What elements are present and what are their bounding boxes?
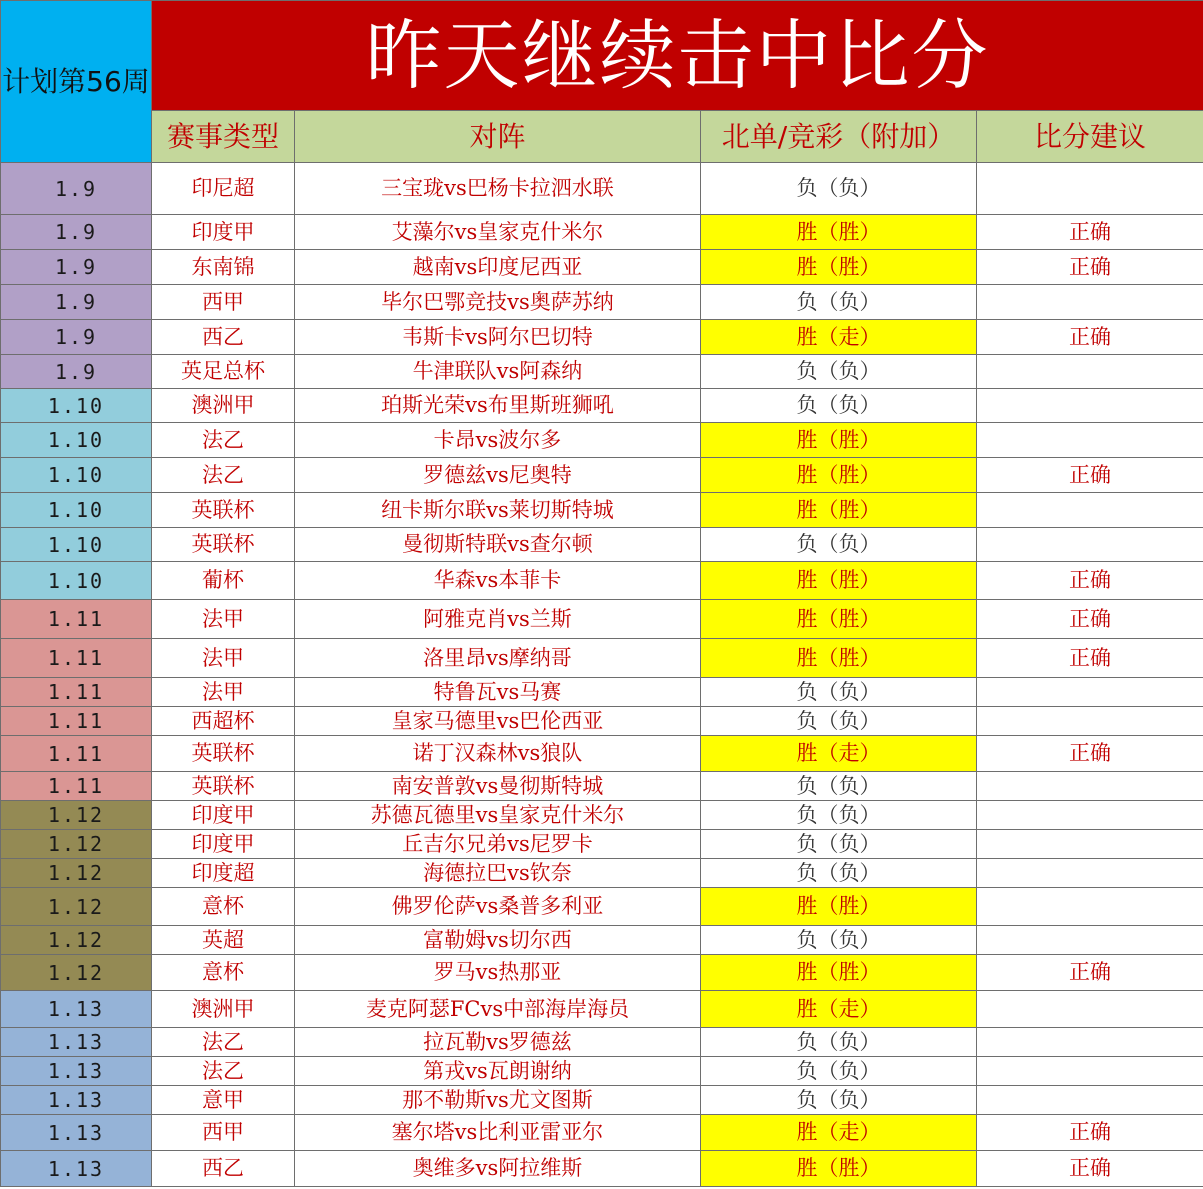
league-cell: 英超 [152, 926, 295, 955]
match-cell: 第戎vs瓦朗谢纳 [295, 1057, 701, 1086]
table-row [1, 600, 1203, 639]
date-cell: 1.11 [1, 772, 152, 801]
result-cell: 负（负） [701, 830, 977, 859]
advice-cell: 正确 [977, 639, 1203, 678]
table-row [1, 1057, 1203, 1086]
match-cell: 艾藻尔vs皇家克什米尔 [295, 215, 701, 250]
league-cell: 西甲 [152, 285, 295, 320]
result-cell: 负（负） [701, 355, 977, 389]
advice-cell [977, 772, 1203, 801]
advice-cell [977, 859, 1203, 888]
match-cell: 拉瓦勒vs罗德兹 [295, 1028, 701, 1057]
date-cell: 1.13 [1, 1057, 152, 1086]
match-cell: 华森vs本菲卡 [295, 562, 701, 600]
column-header-result: 北单/竞彩（附加） [701, 111, 977, 163]
advice-cell: 正确 [977, 562, 1203, 600]
match-cell: 富勒姆vs切尔西 [295, 926, 701, 955]
result-cell: 胜（胜） [701, 423, 977, 458]
league-cell: 印度甲 [152, 801, 295, 830]
result-cell: 胜（胜） [701, 888, 977, 926]
league-cell: 意甲 [152, 1086, 295, 1115]
date-cell: 1.9 [1, 355, 152, 389]
result-cell: 负（负） [701, 707, 977, 736]
advice-cell [977, 707, 1203, 736]
league-cell: 西乙 [152, 1151, 295, 1187]
match-cell: 罗德兹vs尼奥特 [295, 458, 701, 493]
date-cell: 1.12 [1, 830, 152, 859]
date-cell: 1.10 [1, 458, 152, 493]
table-row [1, 639, 1203, 678]
table-row [1, 215, 1203, 250]
match-cell: 韦斯卡vs阿尔巴切特 [295, 320, 701, 355]
result-cell: 胜（走） [701, 320, 977, 355]
match-cell: 越南vs印度尼西亚 [295, 250, 701, 285]
result-cell: 负（负） [701, 859, 977, 888]
date-cell: 1.11 [1, 736, 152, 772]
match-cell: 三宝珑vs巴杨卡拉泗水联 [295, 163, 701, 215]
match-cell: 奥维多vs阿拉维斯 [295, 1151, 701, 1187]
result-cell: 胜（走） [701, 1115, 977, 1151]
table-row [1, 423, 1203, 458]
table-row [1, 955, 1203, 991]
league-cell: 澳洲甲 [152, 991, 295, 1028]
result-cell: 胜（走） [701, 736, 977, 772]
date-cell: 1.10 [1, 423, 152, 458]
title-row [1, 1, 1203, 111]
match-cell: 南安普敦vs曼彻斯特城 [295, 772, 701, 801]
league-cell: 法乙 [152, 458, 295, 493]
advice-cell [977, 1057, 1203, 1086]
league-cell: 印尼超 [152, 163, 295, 215]
match-cell: 苏德瓦德里vs皇家克什米尔 [295, 801, 701, 830]
table-row [1, 1086, 1203, 1115]
result-cell: 负（负） [701, 1028, 977, 1057]
match-cell: 塞尔塔vs比利亚雷亚尔 [295, 1115, 701, 1151]
result-cell: 负（负） [701, 389, 977, 423]
league-cell: 西甲 [152, 1115, 295, 1151]
league-cell: 印度甲 [152, 830, 295, 859]
table-row [1, 458, 1203, 493]
match-cell: 纽卡斯尔联vs莱切斯特城 [295, 493, 701, 528]
date-cell: 1.13 [1, 1151, 152, 1187]
advice-cell [977, 355, 1203, 389]
match-cell: 牛津联队vs阿森纳 [295, 355, 701, 389]
league-cell: 法甲 [152, 600, 295, 639]
date-cell: 1.9 [1, 285, 152, 320]
match-cell: 卡昂vs波尔多 [295, 423, 701, 458]
table-row [1, 389, 1203, 423]
date-cell: 1.13 [1, 1115, 152, 1151]
table-row [1, 1115, 1203, 1151]
date-cell: 1.10 [1, 528, 152, 562]
table-row [1, 562, 1203, 600]
table-row [1, 493, 1203, 528]
table-row [1, 888, 1203, 926]
date-cell: 1.12 [1, 955, 152, 991]
result-cell: 负（负） [701, 528, 977, 562]
advice-cell [977, 888, 1203, 926]
league-cell: 法乙 [152, 1028, 295, 1057]
league-cell: 法甲 [152, 639, 295, 678]
date-cell: 1.12 [1, 888, 152, 926]
advice-cell [977, 493, 1203, 528]
result-cell: 负（负） [701, 1086, 977, 1115]
column-header-row [1, 111, 1203, 163]
table-row [1, 678, 1203, 707]
date-cell: 1.11 [1, 678, 152, 707]
date-cell: 1.11 [1, 707, 152, 736]
advice-cell: 正确 [977, 1151, 1203, 1187]
match-cell: 海德拉巴vs钦奈 [295, 859, 701, 888]
page-title: 昨天继续击中比分 [152, 1, 1203, 111]
advice-cell [977, 528, 1203, 562]
column-header-league: 赛事类型 [152, 111, 295, 163]
result-cell: 胜（胜） [701, 215, 977, 250]
result-cell: 负（负） [701, 678, 977, 707]
league-cell: 英联杯 [152, 528, 295, 562]
table-row [1, 991, 1203, 1028]
date-cell: 1.9 [1, 163, 152, 215]
date-cell: 1.9 [1, 215, 152, 250]
advice-cell: 正确 [977, 600, 1203, 639]
result-cell: 负（负） [701, 801, 977, 830]
table-row [1, 528, 1203, 562]
advice-cell: 正确 [977, 250, 1203, 285]
advice-cell: 正确 [977, 320, 1203, 355]
result-cell: 胜（胜） [701, 250, 977, 285]
league-cell: 意杯 [152, 955, 295, 991]
advice-cell [977, 991, 1203, 1028]
date-cell: 1.11 [1, 600, 152, 639]
result-cell: 胜（胜） [701, 562, 977, 600]
advice-cell [977, 801, 1203, 830]
league-cell: 印度甲 [152, 215, 295, 250]
league-cell: 英联杯 [152, 772, 295, 801]
table-row [1, 736, 1203, 772]
league-cell: 英足总杯 [152, 355, 295, 389]
plan-week-label: 计划第56周 [1, 1, 152, 163]
match-cell: 麦克阿瑟FCvs中部海岸海员 [295, 991, 701, 1028]
result-cell: 胜（走） [701, 991, 977, 1028]
table-row [1, 1028, 1203, 1057]
match-cell: 珀斯光荣vs布里斯班狮吼 [295, 389, 701, 423]
result-cell: 胜（胜） [701, 639, 977, 678]
result-cell: 负（负） [701, 163, 977, 215]
advice-cell: 正确 [977, 955, 1203, 991]
date-cell: 1.12 [1, 926, 152, 955]
match-cell: 诺丁汉森林vs狼队 [295, 736, 701, 772]
league-cell: 西超杯 [152, 707, 295, 736]
advice-cell [977, 830, 1203, 859]
result-cell: 负（负） [701, 926, 977, 955]
table-row [1, 926, 1203, 955]
advice-cell: 正确 [977, 1115, 1203, 1151]
table-row [1, 707, 1203, 736]
date-cell: 1.10 [1, 562, 152, 600]
match-cell: 特鲁瓦vs马赛 [295, 678, 701, 707]
match-cell: 阿雅克肖vs兰斯 [295, 600, 701, 639]
date-cell: 1.12 [1, 801, 152, 830]
table-row [1, 801, 1203, 830]
match-cell: 佛罗伦萨vs桑普多利亚 [295, 888, 701, 926]
table-row [1, 859, 1203, 888]
advice-cell: 正确 [977, 215, 1203, 250]
result-cell: 负（负） [701, 772, 977, 801]
match-cell: 丘吉尔兄弟vs尼罗卡 [295, 830, 701, 859]
advice-cell [977, 1086, 1203, 1115]
match-cell: 洛里昂vs摩纳哥 [295, 639, 701, 678]
advice-cell: 正确 [977, 736, 1203, 772]
result-cell: 胜（胜） [701, 600, 977, 639]
table-row [1, 830, 1203, 859]
column-header-match: 对阵 [295, 111, 701, 163]
advice-cell [977, 926, 1203, 955]
result-cell: 胜（胜） [701, 1151, 977, 1187]
table-row [1, 320, 1203, 355]
advice-cell: 正确 [977, 458, 1203, 493]
advice-cell [977, 389, 1203, 423]
match-cell: 皇家马德里vs巴伦西亚 [295, 707, 701, 736]
league-cell: 英联杯 [152, 736, 295, 772]
match-cell: 曼彻斯特联vs查尔顿 [295, 528, 701, 562]
league-cell: 西乙 [152, 320, 295, 355]
date-cell: 1.9 [1, 250, 152, 285]
table-body [1, 1, 1203, 1187]
match-cell: 毕尔巴鄂竞技vs奥萨苏纳 [295, 285, 701, 320]
match-cell: 罗马vs热那亚 [295, 955, 701, 991]
table-row [1, 285, 1203, 320]
date-cell: 1.13 [1, 991, 152, 1028]
league-cell: 意杯 [152, 888, 295, 926]
table-row [1, 250, 1203, 285]
table-row [1, 163, 1203, 215]
league-cell: 法甲 [152, 678, 295, 707]
result-cell: 胜（胜） [701, 458, 977, 493]
league-cell: 法乙 [152, 1057, 295, 1086]
table-row [1, 772, 1203, 801]
advice-cell [977, 163, 1203, 215]
advice-cell [977, 1028, 1203, 1057]
league-cell: 澳洲甲 [152, 389, 295, 423]
date-cell: 1.10 [1, 493, 152, 528]
league-cell: 法乙 [152, 423, 295, 458]
date-cell: 1.11 [1, 639, 152, 678]
date-cell: 1.10 [1, 389, 152, 423]
advice-cell [977, 678, 1203, 707]
table-row [1, 355, 1203, 389]
result-cell: 胜（胜） [701, 493, 977, 528]
result-cell: 负（负） [701, 285, 977, 320]
advice-cell [977, 423, 1203, 458]
league-cell: 英联杯 [152, 493, 295, 528]
date-cell: 1.12 [1, 859, 152, 888]
result-cell: 胜（胜） [701, 955, 977, 991]
match-cell: 那不勒斯vs尤文图斯 [295, 1086, 701, 1115]
date-cell: 1.13 [1, 1086, 152, 1115]
column-header-advice: 比分建议 [977, 111, 1203, 163]
date-cell: 1.13 [1, 1028, 152, 1057]
league-cell: 印度超 [152, 859, 295, 888]
table-row [1, 1151, 1203, 1187]
advice-cell [977, 285, 1203, 320]
league-cell: 葡杯 [152, 562, 295, 600]
date-cell: 1.9 [1, 320, 152, 355]
league-cell: 东南锦 [152, 250, 295, 285]
result-cell: 负（负） [701, 1057, 977, 1086]
